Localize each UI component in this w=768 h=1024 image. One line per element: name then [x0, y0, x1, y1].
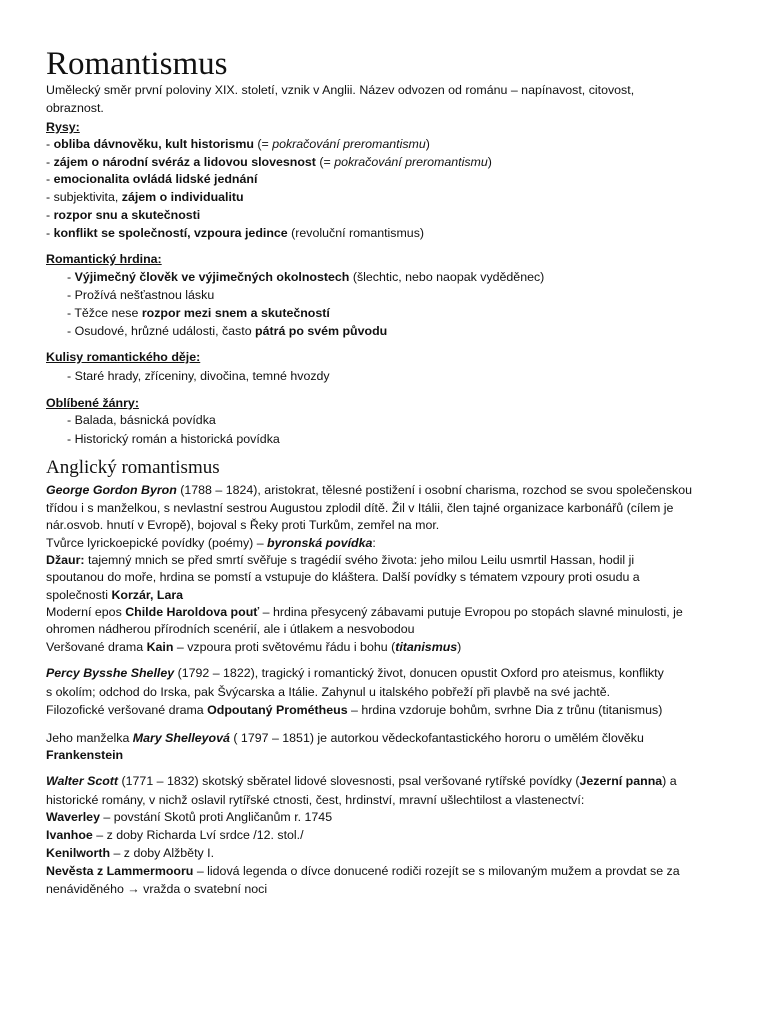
- text-run: (=: [315, 155, 335, 169]
- text-run: Oblíbené žánry:: [46, 396, 139, 410]
- text-run: - Osudové, hrůzné události, často: [67, 324, 256, 338]
- text-line: [46, 171, 257, 187]
- text-run: - subjektivita,: [46, 190, 122, 204]
- text-run: emocionalita ovládá lidské jednání: [53, 172, 258, 186]
- text-line: [67, 431, 280, 447]
- text-run: zájem o národní svéráz a lidovou slovesnost: [53, 155, 316, 169]
- text-run: (1788 – 1824), aristokrat, tělesné postižení i osobní charisma, rozchod se svou společenskou: [176, 483, 692, 497]
- text-run: byronská povídka: [267, 536, 373, 550]
- text-run: -: [46, 155, 54, 169]
- text-run: – z doby Richarda Lví srdce /12. stol./: [92, 828, 304, 842]
- text-run: -: [67, 270, 75, 284]
- text-run: - Staré hrady, zříceniny, divočina, temné hvozdy: [67, 369, 330, 383]
- text-run: (1792 – 1822), tragický i romantický život, donucen opustit Oxford pro ateismus, konflikty: [174, 666, 664, 680]
- text-run: Mary Shelleyová: [132, 731, 230, 745]
- text-run: Kenilworth: [46, 846, 111, 860]
- text-run: -: [46, 137, 54, 151]
- text-run: Nevěsta z Lammermooru: [46, 864, 194, 878]
- text-run: ): [487, 155, 492, 169]
- text-line: [46, 552, 634, 568]
- text-run: :: [372, 536, 376, 550]
- text-run: Frankenstein: [46, 748, 124, 762]
- text-run: Výjimečný člověk ve výjimečných okolnostech: [74, 270, 350, 284]
- text-line: [46, 604, 683, 620]
- text-line: [67, 368, 330, 384]
- text-run: třídou i s manželkou, s nevlastní sestrou Augustou zplodil dítě. Žil v Itálii, člen tajné organizace karbonářů (cílem je: [46, 501, 674, 515]
- text-line: [46, 881, 267, 897]
- text-run: – povstání Skotů proti Angličanům r. 1745: [99, 810, 333, 824]
- text-line: [67, 323, 387, 339]
- text-run: společnosti: [46, 588, 112, 602]
- text-run: Kulisy romantického děje:: [46, 350, 201, 364]
- text-run: Anglický romantismus: [46, 457, 220, 478]
- text-line: [46, 482, 692, 498]
- page-title: Romantismus: [46, 46, 228, 82]
- text-line: [46, 100, 104, 116]
- text-run: – vzpoura proti světovému řádu i bohu (: [173, 640, 396, 654]
- text-line: [46, 154, 492, 170]
- text-run: Percy Bysshe Shelley: [46, 666, 175, 680]
- text-line: [46, 809, 332, 825]
- text-line: [46, 684, 610, 700]
- text-run: nár.osvob. hnutí v Evropě), bojoval s Řeky proti Turkům, zemřel na mor.: [46, 518, 440, 532]
- text-run: Korzár, Lara: [111, 588, 184, 602]
- text-run: ohromen nádherou přírodních scenérií, ale i útlakem a nesvobodou: [46, 622, 415, 636]
- text-run: spoutanou do moře, hrdina se pomstí a vstupuje do kláštera. Další povídky s tématem vzpoury proti osudu a: [46, 570, 640, 584]
- text-line: [46, 119, 80, 135]
- text-run: Rysy:: [46, 120, 80, 134]
- text-line: [46, 730, 644, 746]
- text-line: [46, 863, 680, 879]
- text-run: -: [46, 226, 54, 240]
- text-run: ): [425, 137, 430, 151]
- text-run: – z doby Alžběty I.: [110, 846, 215, 860]
- text-run: - Těžce nese: [67, 306, 142, 320]
- text-line: [46, 639, 461, 655]
- text-run: pokračování preromantismu: [272, 137, 426, 151]
- text-run: Veršované drama: [46, 640, 147, 654]
- text-line: [46, 665, 664, 681]
- text-line: [46, 569, 640, 585]
- text-run: - Historický román a historická povídka: [67, 432, 280, 446]
- text-line: [46, 82, 634, 98]
- text-line: [46, 792, 584, 808]
- text-run: Waverley: [46, 810, 100, 824]
- text-line: [46, 587, 183, 603]
- text-run: - Prožívá nešťastnou lásku: [67, 288, 215, 302]
- text-run: -: [46, 172, 54, 186]
- text-run: Umělecký směr první poloviny XIX. století, vznik v Anglii. Název odvozen od románu – napínavost, citovost,: [46, 83, 635, 97]
- text-run: Filozofické veršované drama: [46, 703, 208, 717]
- text-run: (revoluční romantismus): [287, 226, 425, 240]
- text-run: pokračování preromantismu: [334, 155, 488, 169]
- text-line: [67, 305, 330, 321]
- text-run: ) a: [662, 774, 677, 788]
- text-line: [46, 827, 304, 843]
- text-line: [67, 287, 214, 303]
- text-line: [46, 773, 677, 789]
- text-run: historické romány, v nichž oslavil rytířské ctnosti, čest, hrdinství, mravní ušlechtilost a vlastenectví:: [46, 793, 585, 807]
- text-run: (šlechtic, nebo naopak vyděděnec): [349, 270, 545, 284]
- text-line: [46, 251, 162, 267]
- text-line: [46, 702, 662, 718]
- text-run: (=: [253, 137, 273, 151]
- text-line: [46, 845, 214, 861]
- text-run: zájem o individualitu: [121, 190, 244, 204]
- text-run: Tvůrce lyrickoepické povídky (poémy) –: [46, 536, 268, 550]
- text-run: Jeho manželka: [46, 731, 133, 745]
- text-run: Romantický hrdina:: [46, 252, 162, 266]
- text-run: (1771 – 1832) skotský sběratel lidové slovesnosti, psal veršované rytířské povídky (: [118, 774, 580, 788]
- text-line: [67, 412, 216, 428]
- text-line: [46, 500, 673, 516]
- text-line: [46, 517, 439, 533]
- text-run: tajemný mnich se před smrtí svěřuje s tragédií svého života: jeho milou Leilu usmrtil Hassan, hodil ji: [84, 553, 635, 567]
- text-run: s okolím; odchod do Irska, pak Švýcarska a Itálie. Zahynul u italského pobřeží při plavbě na své jachtě.: [46, 685, 611, 699]
- text-run: Jezerní panna: [579, 774, 663, 788]
- text-run: obliba dávnověku, kult historismu: [53, 137, 254, 151]
- text-run: -: [46, 208, 54, 222]
- section-heading: [46, 457, 220, 479]
- text-line: [46, 621, 415, 637]
- text-run: titanismus: [395, 640, 458, 654]
- text-line: [46, 395, 139, 411]
- text-run: Walter Scott: [46, 774, 119, 788]
- text-run: konflikt se společností, vzpoura jedince: [53, 226, 288, 240]
- text-run: – lidová legenda o dívce donucené rodiči rozejít se s milovaným mužem a provdat se za: [193, 864, 680, 878]
- text-run: rozpor mezi snem a skutečností: [141, 306, 330, 320]
- text-run: rozpor snu a skutečnosti: [53, 208, 201, 222]
- text-run: – hrdina vzdoruje bohům, svrhne Dia z trůnu (titanismus): [347, 703, 663, 717]
- text-run: Childe Haroldova pouť: [125, 605, 260, 619]
- text-line: [46, 207, 200, 223]
- text-run: George Gordon Byron: [46, 483, 177, 497]
- text-line: [46, 225, 424, 241]
- text-line: [67, 269, 544, 285]
- text-run: – hrdina přesycený zábavami putuje Evropou po stopách slavné minulosti, je: [259, 605, 683, 619]
- text-line: [46, 747, 123, 763]
- text-run: Ivanhoe: [46, 828, 93, 842]
- text-run: - Balada, básnická povídka: [67, 413, 216, 427]
- text-line: [46, 136, 430, 152]
- text-run: pátrá po svém původu: [255, 324, 388, 338]
- text-run: Džaur:: [46, 553, 85, 567]
- text-run: Kain: [146, 640, 174, 654]
- text-run: ( 1797 – 1851) je autorkou vědeckofantastického hororu o umělém člověku: [229, 731, 644, 745]
- text-run: nenáviděného → vražda o svatební noci: [46, 882, 268, 896]
- text-line: [46, 349, 200, 365]
- text-line: [46, 535, 376, 551]
- text-run: Odpoutaný Prométheus: [207, 703, 348, 717]
- text-run: obraznost.: [46, 101, 104, 115]
- text-run: ): [457, 640, 462, 654]
- text-line: [46, 189, 244, 205]
- text-run: Moderní epos: [46, 605, 126, 619]
